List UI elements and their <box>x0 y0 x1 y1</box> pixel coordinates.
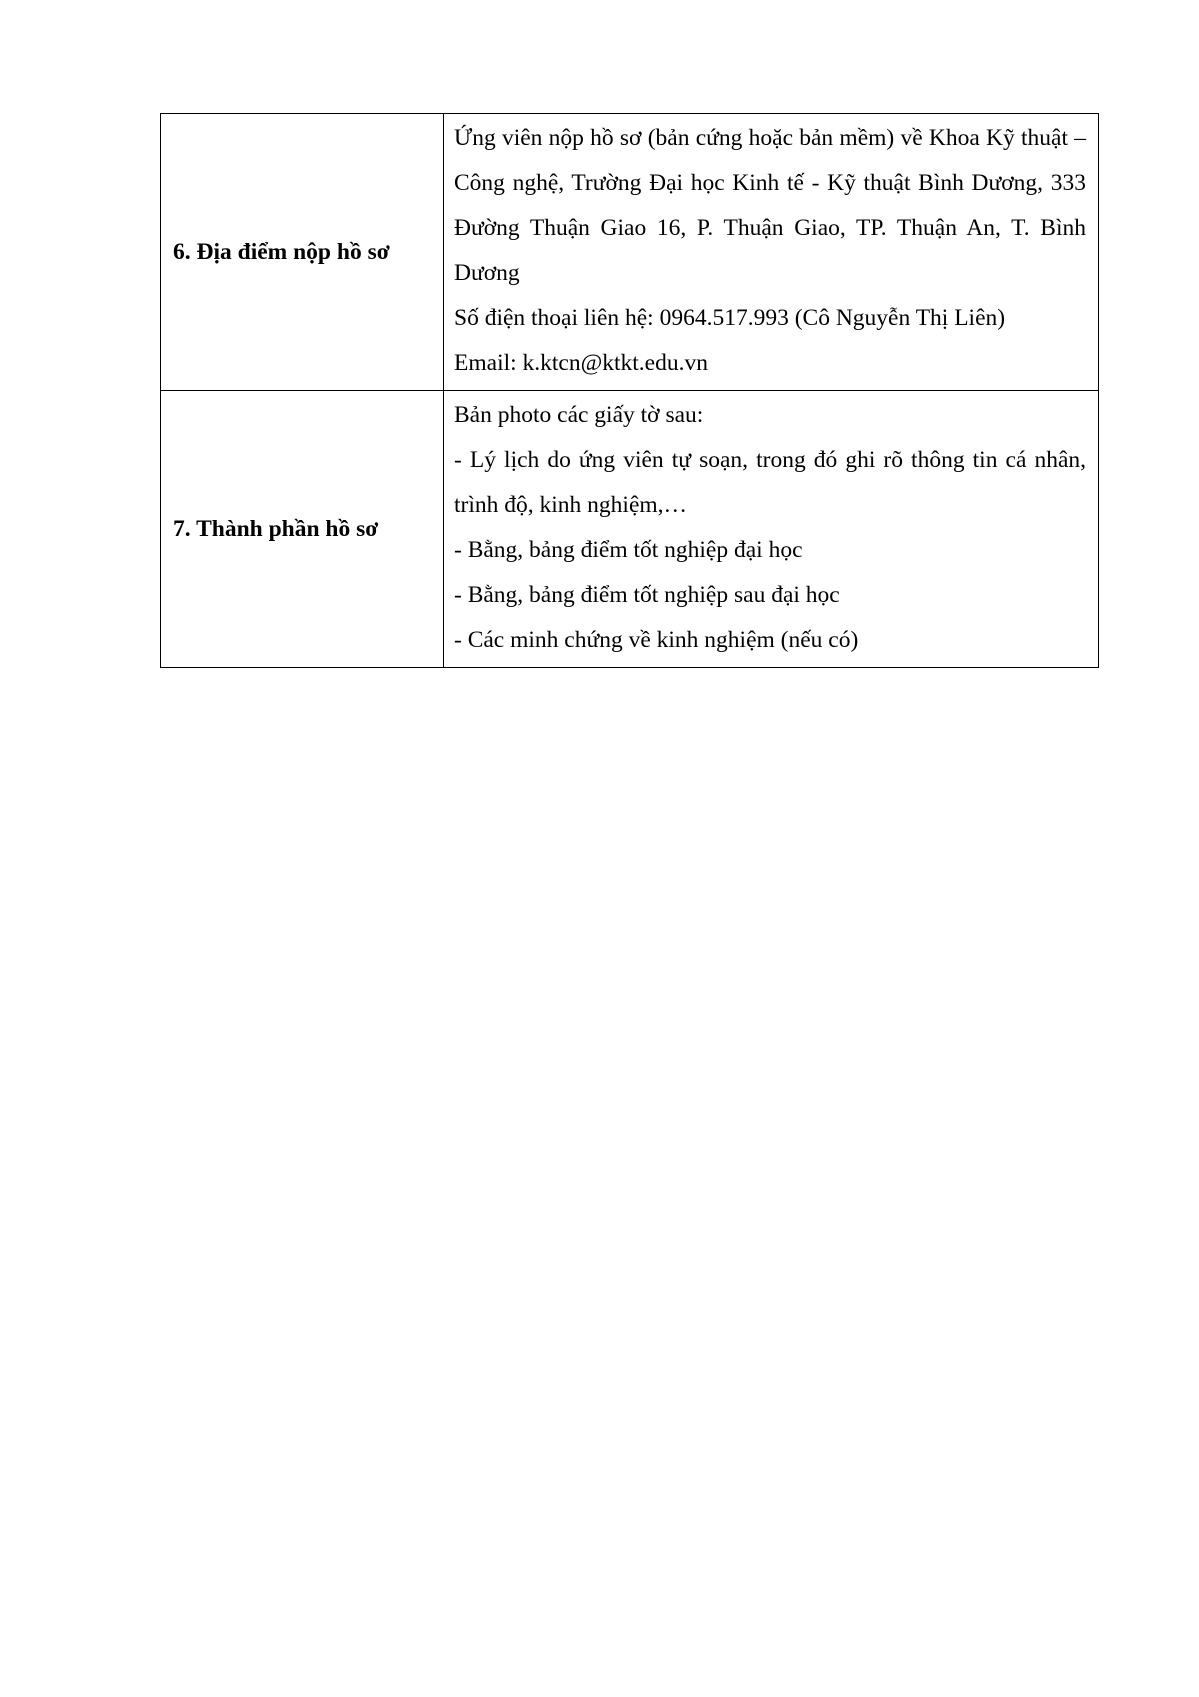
dossier-item-cv: - Lý lịch do ứng viên tự soạn, trong đó ghi rõ thông tin cá nhân, trình độ, kinh nghiệm,… <box>454 447 1086 518</box>
row-content-submission-location <box>444 114 1099 391</box>
contact-phone: Số điện thoại liên hệ: 0964.517.993 (Cô Nguyễn Thị Liên) <box>454 305 1006 331</box>
submission-address-paragraph: Ứng viên nộp hồ sơ (bản cứng hoặc bản mềm) về Khoa Kỹ thuật – Công nghệ, Trường Đại học Kinh tế - Kỹ thuật Bình Dương, 333 Đường Thuận Giao 16, P. Thuận Giao, TP. Thuận An, T. Bình Dương <box>454 125 1086 286</box>
row-content-dossier-components <box>444 391 1099 668</box>
info-table <box>160 113 1099 668</box>
dossier-item-postgraduate: - Bằng, bảng điểm tốt nghiệp sau đại học <box>454 582 840 608</box>
table-row-dossier-components <box>161 391 1099 668</box>
table-row-submission-location <box>161 114 1099 391</box>
row-label-dossier-components: 7. Thành phần hồ sơ <box>161 391 444 668</box>
dossier-item-bachelor: - Bằng, bảng điểm tốt nghiệp đại học <box>454 537 803 563</box>
row-label-submission-location: 6. Địa điểm nộp hồ sơ <box>161 114 444 391</box>
dossier-item-experience: - Các minh chứng về kinh nghiệm (nếu có) <box>454 627 859 653</box>
dossier-intro: Bản photo các giấy tờ sau: <box>454 402 704 428</box>
contact-email: Email: k.ktcn@ktkt.edu.vn <box>454 350 708 376</box>
